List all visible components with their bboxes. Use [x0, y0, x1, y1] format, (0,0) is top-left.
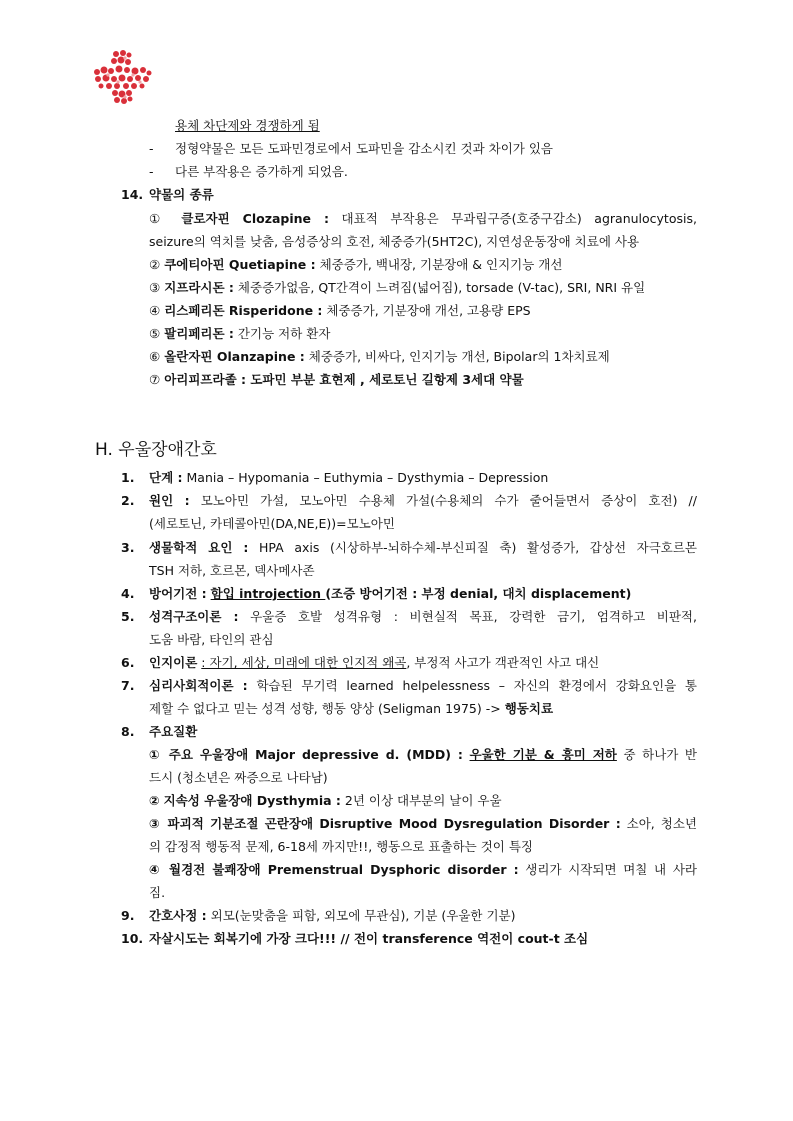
item-number: 1.: [121, 470, 135, 485]
item-assessment: [149, 907, 516, 925]
note-line-text: 정형약물은 모든 도파민경로에서 도파민을 감소시킨 것과 차이가 있음: [175, 141, 553, 156]
circled-number: ⑦: [149, 372, 161, 387]
item-label: 인지이론: [149, 655, 198, 670]
item-text: (조증 방어기전 : 부정 denial, 대치 displacement): [325, 586, 632, 601]
drug-item: [149, 279, 645, 297]
item-heading: 주요질환: [149, 724, 198, 739]
circled-number: ②: [149, 257, 161, 272]
drug-text: 대표적 부작용은 무과립구증(호중구감소) agranulocytosis,: [341, 211, 697, 226]
drug-text: 간기능 저하 환자: [237, 326, 331, 341]
item-defense: [149, 585, 631, 603]
drug-item: [149, 302, 531, 320]
item-stages: [149, 469, 548, 487]
disease-text: 2년 이상 대부분의 날이 우울: [344, 793, 502, 808]
disease-item: [149, 746, 697, 764]
drug-name: 지프라시돈 :: [164, 280, 234, 295]
item-number: 5.: [121, 609, 135, 624]
item-psychosocial: [149, 677, 697, 695]
item-text: HPA axis (시상하부-뇌하수체-부신피질 축) 활성증가, 갑상선 자극호르몬: [259, 540, 697, 555]
item-label: 방어기전 :: [149, 586, 207, 601]
item-label: 성격구조이론 :: [149, 609, 239, 624]
continuation-text: 용체 차단제와 경쟁하게 됨: [175, 118, 320, 133]
circled-number: ⑤: [149, 326, 161, 341]
disease-text: 생리가 시작되면 며칠 내 사라: [525, 862, 697, 877]
disease-text-cont: 드시 (청소년은 짜증으로 나타남): [149, 770, 328, 785]
disease-text-cont: 짐.: [149, 885, 166, 900]
item-heading: 약물의 종류: [149, 187, 214, 202]
drug-item: [149, 371, 524, 389]
item-text: 우울증 호발 성격유형 : 비현실적 목표, 강력한 금기, 엄격하고 비판적,: [250, 609, 697, 624]
drug-text: 체중증가없음, QT간격이 느려짐(넓어짐), torsade (V-tac), SRI, NRI 유일: [237, 280, 646, 295]
item-biological: [149, 539, 697, 557]
disease-name: 주요 우울장애 Major depressive d. (MDD) :: [168, 747, 463, 762]
disease-underlined: 우울한 기분 & 흥미 저하: [469, 747, 617, 762]
disease-text: 소아, 청소년: [626, 816, 697, 831]
disease-item: [149, 861, 697, 879]
item-number: 14.: [121, 187, 144, 202]
item-number: 10.: [121, 931, 144, 946]
item-underlined: 함입 introjection: [210, 586, 326, 601]
item-text-cont: [149, 700, 553, 718]
item-text: 학습된 무기력 learned helpelessness – 자신의 환경에서 강화요인을 통: [256, 678, 697, 693]
item-text-cont: TSH 저하, 호르몬, 덱사메사존: [149, 563, 315, 578]
drug-name: 클로자핀 Clozapine :: [181, 211, 329, 226]
item-personality: [149, 608, 697, 626]
note-line: [149, 140, 154, 158]
item-bold: 행동치료: [504, 701, 554, 716]
section-title: 우울장애간호: [118, 440, 217, 460]
item-label: 심리사회적이론 :: [149, 678, 248, 693]
circled-number: ④: [149, 303, 161, 318]
section-heading: [95, 438, 217, 462]
drug-name: 아리피프라졸 : 도파민 부분 효현제 , 세로토닌 길항제 3세대 약물: [164, 372, 524, 387]
drug-item: [149, 210, 697, 228]
disease-name: 지속성 우울장애 Dysthymia :: [163, 793, 341, 808]
item-label: 생물학적 요인 :: [149, 540, 249, 555]
circled-number: ③: [149, 280, 161, 295]
disease-name: 월경전 불쾌장애 Premenstrual Dysphoric disorder :: [169, 862, 519, 877]
drug-text: 체중증가, 백내장, 기분장애 & 인지기능 개선: [319, 257, 563, 272]
drug-name: 팔리페리돈 :: [164, 326, 234, 341]
drug-text: 체중증가, 비싸다, 인지기능 개선, Bipolar의 1차치료제: [308, 349, 610, 364]
dash-bullet: -: [149, 164, 154, 179]
item-number: 2.: [121, 493, 135, 508]
item-number: 9.: [121, 908, 135, 923]
item-number: 7.: [121, 678, 135, 693]
item-underlined: : 자기, 세상, 미래에 대한 인지적 왜곡: [201, 655, 407, 670]
item-text: Mania – Hypomania – Euthymia – Dysthymia – Depression: [186, 470, 549, 485]
disease-item: [149, 815, 697, 833]
section-label: H.: [95, 440, 113, 460]
item-number: 4.: [121, 586, 135, 601]
drug-name: 올란자핀 Olanzapine :: [164, 349, 305, 364]
item-text: 외모(눈맞춤을 피함, 외모에 무관심), 기분 (우울한 기분): [210, 908, 516, 923]
circled-number: ②: [149, 793, 160, 808]
circled-number: ①: [149, 747, 163, 762]
item-cognitive: [149, 654, 599, 672]
circled-number: ①: [149, 211, 169, 226]
drug-item: [149, 325, 330, 343]
item-suicide: [149, 930, 588, 948]
item-text: 제할 수 없다고 믿는 성격 성향, 행동 양상 (Seligman 1975) ->: [149, 701, 501, 716]
disease-name: 파괴적 기분조절 곤란장애 Disruptive Mood Dysregulation Disorder :: [167, 816, 621, 831]
item-text: , 부정적 사고가 객관적인 사고 대신: [406, 655, 600, 670]
circled-number: ⑥: [149, 349, 161, 364]
item-text-cont: 도움 바람, 타인의 관심: [149, 632, 274, 647]
circled-number: ③: [149, 816, 162, 831]
disease-text: 중 하나가 반: [623, 747, 697, 762]
item-cause: [149, 492, 697, 510]
item-number: 3.: [121, 540, 135, 555]
item-number: 8.: [121, 724, 135, 739]
item-label: 간호사정 :: [149, 908, 207, 923]
note-line: [149, 163, 154, 181]
disease-item: [149, 792, 502, 810]
drug-item: [149, 348, 610, 366]
item-text: 모노아민 가설, 모노아민 수용체 가설(수용체의 수가 줄어들면서 증상이 호전) //: [200, 493, 697, 508]
drug-text-cont: seizure의 역치를 낮춤, 음성증상의 호전, 체중증가(5HT2C), 지연성운동장애 치료에 사용: [149, 234, 640, 249]
item-text-cont: (세로토닌, 카테콜아민(DA,NE,E))=모노아민: [149, 516, 395, 531]
item-number: 6.: [121, 655, 135, 670]
note-line-text: 다른 부작용은 증가하게 되었음.: [175, 164, 348, 179]
red-cross-logo: [92, 48, 152, 108]
item-text: 자살시도는 회복기에 가장 크다!!! // 전이 transference 역전이 cout-t 조심: [149, 931, 589, 946]
dash-bullet: -: [149, 141, 154, 156]
drug-name: 리스페리돈 Risperidone :: [164, 303, 323, 318]
item-label: 단계 :: [149, 470, 183, 485]
continuation-line: [175, 117, 320, 135]
drug-name: 쿠에티아핀 Quetiapine :: [164, 257, 316, 272]
disease-text-cont: 의 감정적 행동적 문제, 6-18세 까지만!!, 행동으로 표출하는 것이 특징: [149, 839, 533, 854]
item-label: 원인 :: [149, 493, 190, 508]
circled-number: ④: [149, 862, 163, 877]
drug-text: 체중증가, 기분장애 개선, 고용량 EPS: [326, 303, 531, 318]
drug-item: [149, 256, 562, 274]
